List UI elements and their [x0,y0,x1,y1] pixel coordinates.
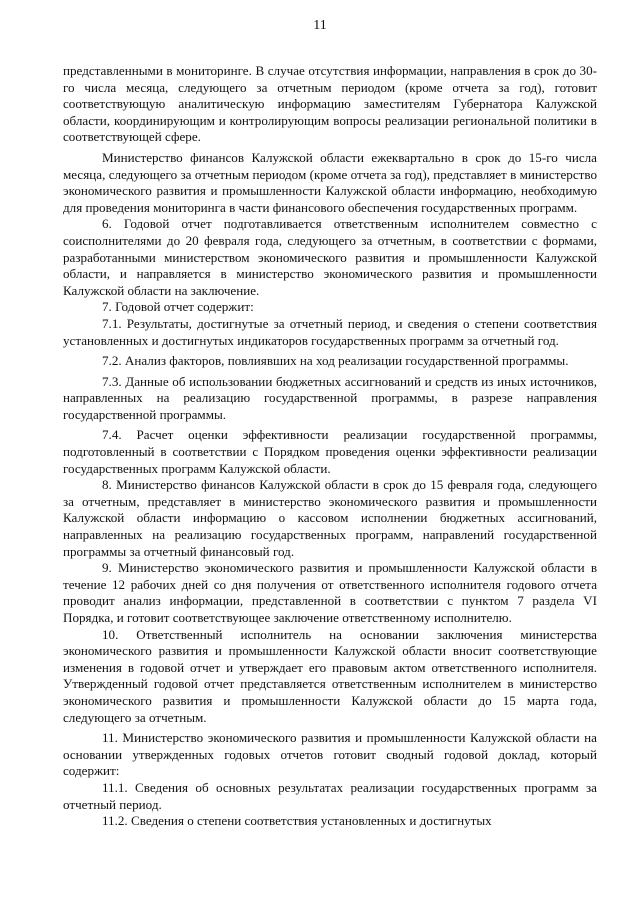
paragraph: Министерство финансов Калужской области ежеквартально в срок до 15-го числа месяца, следующего за отчетным периодом (кроме отчета за год), представляет в министерство экономического развития и промышленности Калужской области информацию, необходимую для проведения мониторинга в части финансового обеспечения государственных программ. [63,149,597,215]
paragraph: 7.4. Расчет оценки эффективности реализации государственной программы, подготовленный в соответствии с Порядком проведения оценки эффективности реализации государственных программ Калужской области. [63,427,597,476]
paragraph: 11.1. Сведения об основных результатах реализации государственных программ за отчетный период. [63,779,597,812]
paragraph: 10. Ответственный исполнитель на основании заключения министерства экономического развития и промышленности Калужской области вносит соответствующие изменения в годовой отчет и утверждает его правовым актом ответственного исполнителя. Утвержденный годовой отчет представляется ответственным исполнителем в министерство экономического развития и промышленности Калужской области до 15 марта года, следующего за отчетным. [63,626,597,725]
paragraph: 8. Министерство финансов Калужской области в срок до 15 февраля года, следующего за отчетным, представляет в министерство экономического развития и промышленности Калужской области информацию о кассовом исполнении бюджетных ассигнований, направленных на реализацию государственных программ, направлений государственной программы за отчетный финансовый год. [63,477,597,559]
paragraph: 7.3. Данные об использовании бюджетных ассигнований и средств из иных источников, направленных на реализацию государственной программы, в разрезе направления государственной программы. [63,373,597,422]
paragraph: 7.2. Анализ факторов, повлиявших на ход реализации государственной программы. [102,353,569,369]
paragraph: 6. Годовой отчет подготавливается ответственным исполнителем совместно с соисполнителями до 20 февраля года, следующего за отчетным, в соответствии с формами, разработанными министерством экономического развития и промышленности Калужской области, и направляется в министерство экономического развития и промышленности Калужской области на заключение. [63,216,597,298]
paragraph: 11.2. Сведения о степени соответствия установленных и достигнутых [102,813,492,829]
paragraph: 9. Министерство экономического развития и промышленности Калужской области в течение 12 рабочих дней со дня получения от ответственного исполнителя годового отчета проводит анализ информации, представленной в соответствии с пунктом 7 раздела VI Порядка, и готовит соответствующее заключение ответственному исполнителю. [63,560,597,625]
paragraph: 11. Министерство экономического развития и промышленности Калужской области на основании утвержденных годовых отчетов готовит сводный годовой доклад, который содержит: [63,730,597,779]
paragraph: представленными в мониторинге. В случае отсутствия информации, направления в срок до 30-го числа месяца, следующего за отчетным периодом (кроме отчета за год), готовит соответствующую аналитическую информацию заместителям Губернатора Калужской области, координирующим и контролирующим вопросы реализации региональной политики в соответствующей сфере. [63,63,597,145]
document-body [63,63,597,830]
page-number: 11 [313,18,327,33]
paragraph: 7.1. Результаты, достигнутые за отчетный период, и сведения о степени соответствия установленных и достигнутых индикаторов государственных программ за отчетный год. [63,315,597,348]
paragraph: 7. Годовой отчет содержит: [102,299,254,315]
